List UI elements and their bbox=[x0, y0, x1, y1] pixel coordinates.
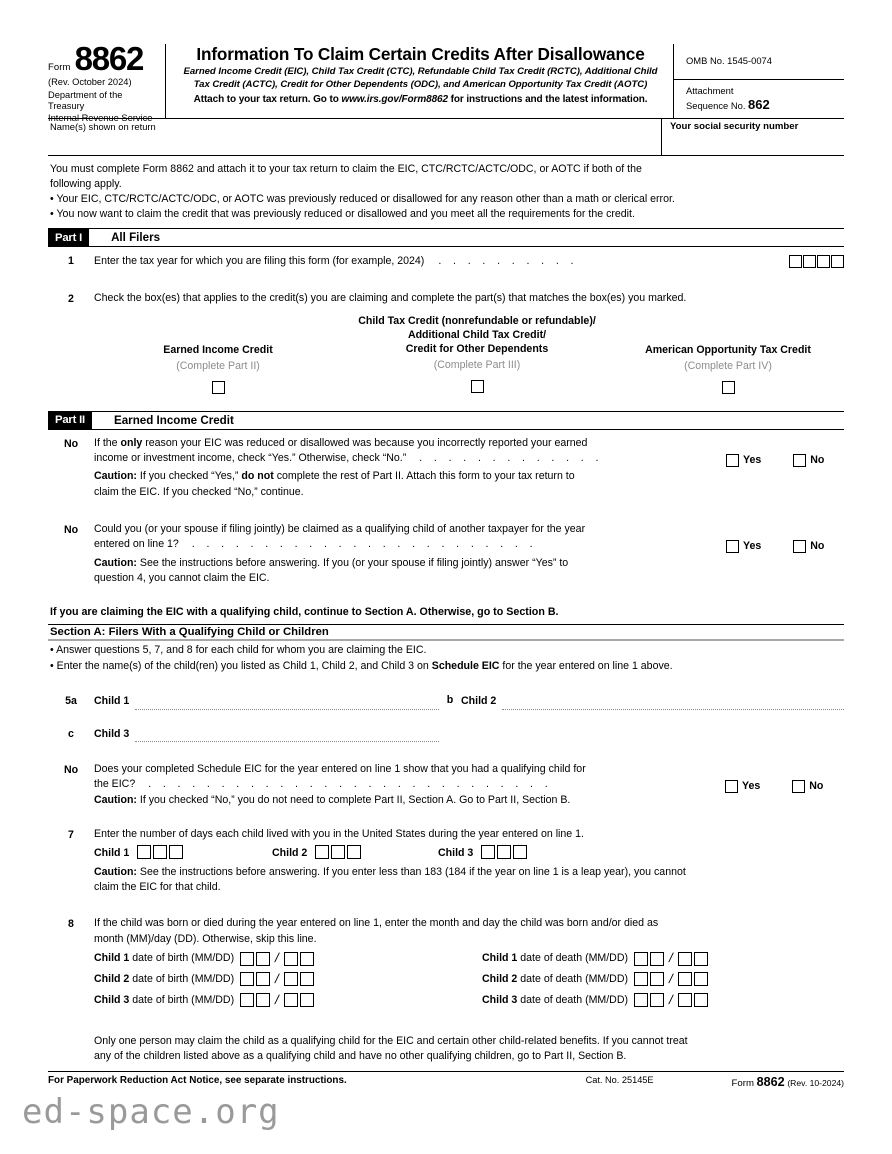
line-6-text-line-2 bbox=[94, 777, 722, 792]
line-7-child-2-boxes[interactable] bbox=[315, 845, 361, 859]
death-3-dd-2[interactable] bbox=[694, 993, 708, 1007]
line-5b-number: b bbox=[446, 694, 454, 707]
line-8-death-child-2-month[interactable] bbox=[634, 972, 664, 986]
checkbox-line-3-no[interactable] bbox=[793, 454, 806, 467]
line-4-no-label: No bbox=[810, 539, 825, 552]
credit-type-columns bbox=[94, 315, 844, 398]
paperwork-notice: For Paperwork Reduction Act Notice, see separate instructions. bbox=[48, 1075, 347, 1087]
line-3-row bbox=[48, 436, 844, 500]
credit-column-aotc-title: American Opportunity Tax Credit bbox=[645, 343, 811, 356]
form-title-block bbox=[166, 44, 674, 118]
attachment-seq-number: 862 bbox=[748, 96, 770, 112]
line-8-birth-child-1-day[interactable] bbox=[284, 952, 314, 966]
line-8-birth-child-1-label bbox=[94, 951, 234, 966]
section-a-bullet-2-c: for the year entered on line 1 above. bbox=[499, 660, 673, 673]
intro-line-1: You must complete Form 8862 and attach it to your tax return to claim the EIC, CTC/RCTC/ACTC/ODC, or AOTC if both of the bbox=[50, 163, 642, 175]
form-subtitle-line-2: Tax Credit (ACTC), Credit for Other Dependents (ODC), and American Opportunity Tax Credit (AOTC) bbox=[193, 78, 648, 90]
line-8-death-child-2-suffix: date of death (MM/DD) bbox=[517, 972, 629, 985]
line-3-leader: . . . . . . . . . . . . . bbox=[419, 451, 603, 464]
death-2-mm-1[interactable] bbox=[634, 972, 648, 986]
line-7-number: 7 bbox=[68, 828, 74, 841]
line-4-number: No bbox=[63, 523, 79, 536]
department-line-1: Department of the Treasury bbox=[48, 90, 123, 112]
section-a-bullet-2 bbox=[50, 659, 844, 675]
line-3-text-line2: income or investment income, check “Yes.” Otherwise, check “No.” bbox=[94, 451, 407, 464]
line-8-death-child-1-suffix: date of death (MM/DD) bbox=[517, 951, 629, 964]
birth-1-slash-icon: / bbox=[273, 950, 281, 966]
line-4-row bbox=[48, 522, 844, 586]
line-3-text-a: If the bbox=[94, 436, 121, 449]
line-7-child-1-group bbox=[94, 845, 272, 861]
line-8-death-child-2-name: Child 2 bbox=[482, 972, 518, 985]
line-3-number: No bbox=[63, 437, 79, 450]
line-8-death-child-1-label bbox=[482, 951, 628, 966]
child-1-days-box-3[interactable] bbox=[169, 845, 183, 859]
line-4-leader: . . . . . . . . . . . . . . . . . . . . . . . . bbox=[191, 538, 537, 551]
attachment-label-line-2 bbox=[686, 97, 844, 113]
death-1-dd-2[interactable] bbox=[694, 952, 708, 966]
birth-3-mm-1[interactable] bbox=[240, 993, 254, 1007]
birth-3-slash-icon: / bbox=[273, 991, 281, 1007]
line-6-number: No bbox=[63, 763, 79, 776]
ssn-field[interactable] bbox=[662, 119, 844, 155]
form-attach-instruction bbox=[174, 94, 667, 105]
ssn-field-label: Your social security number bbox=[670, 121, 799, 132]
death-1-mm-1[interactable] bbox=[634, 952, 648, 966]
death-1-dd-1[interactable] bbox=[678, 952, 692, 966]
line-7-caution-2: claim the EIC for that child. bbox=[94, 881, 221, 894]
line-3-caution-1 bbox=[94, 469, 722, 484]
line-8-death-child-3-day[interactable] bbox=[678, 993, 708, 1007]
form-revision: (Rev. October 2024) bbox=[48, 77, 132, 88]
line-8-birth-child-3-name: Child 3 bbox=[94, 993, 130, 1006]
line-8-dob-row-2 bbox=[94, 970, 844, 989]
credit-column-aotc-checkbox-wrap bbox=[612, 381, 844, 397]
line-3-text-emphasis: only bbox=[120, 436, 143, 449]
checkbox-line-4-no[interactable] bbox=[793, 540, 806, 553]
line-8-birth-child-2-suffix: date of birth (MM/DD) bbox=[129, 972, 235, 985]
name-field[interactable] bbox=[48, 119, 662, 155]
line-6-no-option[interactable] bbox=[792, 779, 823, 794]
line-6-text-line-1: Does your completed Schedule EIC for the year entered on line 1 show that you had a qualifying child for bbox=[94, 762, 586, 775]
name-field-label: Name(s) shown on return bbox=[50, 121, 156, 132]
child-3-name-field[interactable] bbox=[94, 726, 439, 742]
section-a-bullet-1: • Answer questions 5, 7, and 8 for each child for whom you are claiming the EIC. bbox=[50, 644, 427, 657]
form-department bbox=[48, 90, 159, 124]
line-8-death-child-2-label bbox=[482, 972, 628, 987]
line-7-child-2-group bbox=[272, 845, 438, 861]
line-6-text-line2: the EIC? bbox=[94, 778, 136, 791]
line-3-text-line-1 bbox=[94, 436, 722, 451]
line-6-yes-label: Yes bbox=[742, 779, 761, 792]
credit-column-ctc bbox=[342, 315, 612, 398]
line-7-child-2-label: Child 2 bbox=[272, 847, 308, 860]
credit-column-ctc-title-3: Credit for Other Dependents bbox=[405, 342, 549, 355]
line-8-birth-child-3 bbox=[94, 991, 482, 1010]
omb-number: OMB No. 1545-0074 bbox=[674, 44, 844, 80]
line-4-caution-2: question 4, you cannot claim the EIC. bbox=[94, 572, 270, 585]
form-omb-block bbox=[674, 44, 844, 118]
line-3-text-line-2 bbox=[94, 451, 722, 466]
line-1-leader: . . . . . . . . . . bbox=[438, 254, 578, 267]
line-5c-row bbox=[48, 726, 844, 742]
line-8-note-line-1: Only one person may claim the child as a qualifying child for the EIC and certain other child-related benefits. If you cannot treat bbox=[94, 1034, 688, 1047]
part-2-tag: Part II bbox=[48, 412, 92, 429]
birth-1-dd-1[interactable] bbox=[284, 952, 298, 966]
checkbox-earned-income-credit[interactable] bbox=[212, 381, 225, 394]
line-3-yes-label: Yes bbox=[743, 453, 762, 466]
line-1-body bbox=[94, 253, 844, 269]
death-3-mm-1[interactable] bbox=[634, 993, 648, 1007]
line-8-dob-row-1 bbox=[94, 949, 844, 968]
line-8-birth-child-2-label bbox=[94, 972, 234, 987]
line-3-caution-a: If you checked “Yes,” bbox=[136, 470, 242, 483]
line-8-body bbox=[94, 916, 844, 1064]
line-8-birth-child-3-month[interactable] bbox=[240, 993, 270, 1007]
line-2-text: Check the box(es) that applies to the credit(s) you are claiming and complete the part(s) that matches the box(es) you marked. bbox=[94, 292, 687, 305]
credit-column-ctc-title-2: Additional Child Tax Credit/ bbox=[407, 328, 547, 341]
line-8-death-child-3 bbox=[482, 991, 708, 1010]
child-1-label: Child 1 bbox=[94, 695, 130, 708]
checkbox-child-tax-credit[interactable] bbox=[471, 380, 484, 393]
line-8-dob-row-3 bbox=[94, 991, 844, 1010]
line-6-caution-text: If you checked “No,” you do not need to complete Part II, Section A. Go to Part II, Section B. bbox=[136, 793, 571, 806]
line-4-caution-line1: See the instructions before answering. If you (or your spouse if filing jointly) answer “Yes” to bbox=[136, 556, 569, 569]
intro-bullet-1: • Your EIC, CTC/RCTC/ACTC/ODC, or AOTC was previously reduced or disallowed for any reason other than a math or clerical error. bbox=[50, 193, 675, 206]
site-watermark: ed-space.org bbox=[22, 1092, 280, 1132]
death-2-slash-icon: / bbox=[667, 970, 675, 986]
form-subtitle bbox=[174, 66, 667, 91]
section-a-heading: Section A: Filers With a Qualifying Child or Children bbox=[48, 624, 844, 641]
line-6-leader: . . . . . . . . . . . . . . . . . . . . . . . . . . . . bbox=[148, 778, 553, 791]
line-4-caution-1 bbox=[94, 556, 722, 571]
line-8-death-child-1-name: Child 1 bbox=[482, 951, 518, 964]
line-3-no-label: No bbox=[810, 453, 825, 466]
form-header bbox=[48, 40, 844, 123]
line-7-caution-line1: See the instructions before answering. If you enter less than 183 (184 if the year on line 1 is a leap year), you cannot bbox=[136, 865, 686, 878]
line-4-caution-label: Caution: bbox=[94, 556, 137, 569]
line-4-text-line-1: Could you (or your spouse if filing jointly) be claimed as a qualifying child of another taxpayer for the year bbox=[94, 522, 586, 535]
child-3-name-input[interactable] bbox=[135, 730, 439, 742]
child-3-days-box-2[interactable] bbox=[497, 845, 511, 859]
credit-column-aotc bbox=[612, 315, 844, 398]
death-3-slash-icon: / bbox=[667, 991, 675, 1007]
part-1-title: All Filers bbox=[111, 231, 161, 245]
part-1-tag: Part I bbox=[48, 229, 89, 246]
line-4-no-option[interactable] bbox=[793, 539, 824, 554]
death-2-dd-1[interactable] bbox=[678, 972, 692, 986]
footer-form-word: Form bbox=[731, 1078, 754, 1090]
child-1-name-input[interactable] bbox=[135, 698, 439, 710]
form-word-label: Form bbox=[48, 62, 71, 73]
line-8-birth-child-3-label bbox=[94, 993, 234, 1008]
birth-2-dd-1[interactable] bbox=[284, 972, 298, 986]
checkbox-line-6-yes[interactable] bbox=[725, 780, 738, 793]
attachment-sequence bbox=[674, 80, 844, 118]
line-8-birth-child-2 bbox=[94, 970, 482, 989]
line-8-text-line-2: month (MM)/day (DD). Otherwise, skip this line. bbox=[94, 932, 317, 945]
form-sheet bbox=[48, 40, 844, 1090]
child-2-days-box-1[interactable] bbox=[315, 845, 329, 859]
year-digit-box-4[interactable] bbox=[831, 255, 844, 268]
line-2-body bbox=[94, 291, 844, 397]
line-8-death-child-1-month[interactable] bbox=[634, 952, 664, 966]
line-2-row bbox=[48, 291, 844, 397]
child-3-days-box-3[interactable] bbox=[513, 845, 527, 859]
death-1-slash-icon: / bbox=[667, 950, 675, 966]
line-7-row bbox=[48, 827, 844, 895]
line-2-number: 2 bbox=[68, 293, 74, 306]
credit-column-eic-title: Earned Income Credit bbox=[163, 343, 273, 356]
line-8-note-line-2: any of the children listed above as a qualifying child and have no other qualifying children, go to Part II, Section B. bbox=[94, 1050, 627, 1063]
line-7-days-row bbox=[94, 845, 844, 861]
line-6-caution-label: Caution: bbox=[94, 793, 137, 806]
line-1-text: Enter the tax year for which you are filing this form (for example, 2024) bbox=[94, 254, 425, 267]
line-3-text-c: reason your EIC was reduced or disallowed was because you incorrectly reported your earned bbox=[142, 436, 588, 449]
child-2-days-box-2[interactable] bbox=[331, 845, 345, 859]
line-5a-row bbox=[48, 693, 844, 709]
birth-1-dd-2[interactable] bbox=[300, 952, 314, 966]
birth-2-slash-icon: / bbox=[273, 970, 281, 986]
year-digit-box-2[interactable] bbox=[803, 255, 816, 268]
form-subtitle-line-1: Earned Income Credit (EIC), Child Tax Credit (CTC), Refundable Child Tax Credit (RCTC), Additional Child bbox=[183, 66, 658, 78]
line-1-year-boxes[interactable] bbox=[789, 255, 844, 268]
form-number: 8862 bbox=[74, 40, 144, 77]
form-identity-block bbox=[48, 40, 166, 123]
child-1-name-field[interactable] bbox=[94, 693, 439, 709]
child-1-days-box-2[interactable] bbox=[153, 845, 167, 859]
line-8-birth-child-1-suffix: date of birth (MM/DD) bbox=[129, 951, 235, 964]
line-3-no-option[interactable] bbox=[793, 453, 824, 468]
line-3-yes-option[interactable] bbox=[726, 453, 761, 468]
attach-suffix: for instructions and the latest information. bbox=[447, 93, 648, 105]
intro-bullet-2: • You now want to claim the credit that was previously reduced or disallowed and you meet all the requirements for the credit. bbox=[50, 208, 635, 221]
line-4-text-line2: entered on line 1? bbox=[94, 538, 179, 551]
line-3-caution-c: complete the rest of Part II. Attach this form to your tax return to bbox=[273, 470, 575, 483]
line-7-caution-1 bbox=[94, 865, 844, 880]
line-3-caution-label: Caution: bbox=[94, 470, 137, 483]
death-3-dd-1[interactable] bbox=[678, 993, 692, 1007]
birth-2-mm-1[interactable] bbox=[240, 972, 254, 986]
line-8-death-child-1 bbox=[482, 949, 708, 968]
child-3-days-box-1[interactable] bbox=[481, 845, 495, 859]
irs-url[interactable]: www.irs.gov/Form8862 bbox=[341, 93, 448, 105]
credit-column-ctc-sub: (Complete Part III) bbox=[433, 358, 521, 371]
footer-form-number: 8862 bbox=[756, 1075, 785, 1090]
line-4-yes-label: Yes bbox=[743, 539, 762, 552]
line-8-death-child-3-name: Child 3 bbox=[482, 993, 518, 1006]
footer-form-identity bbox=[732, 1075, 844, 1089]
line-7-child-1-label: Child 1 bbox=[94, 847, 130, 860]
line-8-number: 8 bbox=[68, 918, 74, 931]
line-7-child-3-label: Child 3 bbox=[438, 847, 474, 860]
part-2-header bbox=[48, 411, 844, 430]
form-footer bbox=[48, 1071, 844, 1089]
child-3-label: Child 3 bbox=[94, 727, 130, 740]
line-1-row bbox=[48, 253, 844, 269]
line-7-child-3-group bbox=[438, 845, 527, 861]
attach-prefix: Attach to your tax return. Go to bbox=[193, 93, 342, 105]
line-8-birth-child-2-day[interactable] bbox=[284, 972, 314, 986]
checkbox-american-opportunity-tax-credit[interactable] bbox=[722, 381, 735, 394]
line-7-text: Enter the number of days each child lived with you in the United States during the year entered on line 1. bbox=[94, 827, 584, 840]
child-2-label: Child 2 bbox=[461, 695, 497, 708]
footer-form-revision: (Rev. 10-2024) bbox=[787, 1078, 844, 1089]
section-a-bullet-2-a: • Enter the name(s) of the child(ren) you listed as Child 1, Child 2, and Child 3 on bbox=[50, 660, 432, 673]
line-8-birth-child-3-suffix: date of birth (MM/DD) bbox=[129, 993, 235, 1006]
credit-column-eic-sub: (Complete Part II) bbox=[176, 359, 260, 372]
part-2-transition-text: If you are claiming the EIC with a qualifying child, continue to Section A. Otherwise, go to Section B. bbox=[50, 606, 559, 619]
line-6-yes-option[interactable] bbox=[725, 779, 760, 794]
credit-column-ctc-checkbox-wrap bbox=[342, 380, 612, 396]
attachment-label-line-1: Attachment bbox=[686, 85, 734, 96]
form-number-line bbox=[48, 40, 159, 77]
death-2-dd-2[interactable] bbox=[694, 972, 708, 986]
line-8-death-child-3-label bbox=[482, 993, 628, 1008]
child-1-days-box-1[interactable] bbox=[137, 845, 151, 859]
line-8-birth-child-2-name: Child 2 bbox=[94, 972, 130, 985]
line-5-body bbox=[94, 693, 844, 709]
line-7-body bbox=[94, 827, 844, 895]
line-8-birth-child-1-name: Child 1 bbox=[94, 951, 130, 964]
year-digit-box-1[interactable] bbox=[789, 255, 802, 268]
catalog-number: Cat. No. 25145E bbox=[585, 1075, 654, 1086]
intro-line-2: following apply. bbox=[50, 178, 122, 191]
line-5c-number: c bbox=[68, 727, 74, 740]
checkbox-line-6-no[interactable] bbox=[792, 780, 805, 793]
line-8-death-child-3-suffix: date of death (MM/DD) bbox=[517, 993, 629, 1006]
line-8-birth-child-1-month[interactable] bbox=[240, 952, 270, 966]
line-8-death-child-1-day[interactable] bbox=[678, 952, 708, 966]
part-1-header bbox=[48, 228, 844, 247]
line-1-number: 1 bbox=[68, 255, 74, 268]
child-2-name-input[interactable] bbox=[502, 698, 844, 710]
line-6-yesno-group bbox=[725, 779, 823, 794]
line-6-caution bbox=[94, 793, 722, 808]
line-8-death-child-3-month[interactable] bbox=[634, 993, 664, 1007]
year-digit-box-3[interactable] bbox=[817, 255, 830, 268]
line-8-row bbox=[48, 916, 844, 1064]
section-a-bullet-2-emphasis: Schedule EIC bbox=[431, 660, 500, 673]
line-8-text-line-1: If the child was born or died during the year entered on line 1, enter the month and day the child was born and/or died as bbox=[94, 917, 659, 930]
birth-3-dd-1[interactable] bbox=[284, 993, 298, 1007]
line-8-death-child-2 bbox=[482, 970, 708, 989]
line-7-child-3-boxes[interactable] bbox=[481, 845, 527, 859]
line-8-birth-child-2-month[interactable] bbox=[240, 972, 270, 986]
line-4-yes-option[interactable] bbox=[726, 539, 761, 554]
line-5c-body bbox=[94, 726, 844, 742]
line-8-birth-child-1 bbox=[94, 949, 482, 968]
birth-1-mm-1[interactable] bbox=[240, 952, 254, 966]
child-2-name-field[interactable] bbox=[461, 693, 844, 709]
credit-column-ctc-title-1: Child Tax Credit (nonrefundable or refundable)/ bbox=[358, 314, 596, 327]
birth-2-dd-2[interactable] bbox=[300, 972, 314, 986]
form-title: Information To Claim Certain Credits After Disallowance bbox=[196, 44, 645, 64]
intro-block bbox=[48, 156, 844, 222]
credit-column-eic-checkbox-wrap bbox=[94, 381, 342, 397]
taxpayer-identification-row bbox=[48, 119, 844, 156]
line-4-yesno-group bbox=[726, 539, 824, 554]
birth-3-dd-2[interactable] bbox=[300, 993, 314, 1007]
line-7-caution-label: Caution: bbox=[94, 865, 137, 878]
checkbox-line-4-yes[interactable] bbox=[726, 540, 739, 553]
child-2-days-box-3[interactable] bbox=[347, 845, 361, 859]
line-3-caution-emphasis: do not bbox=[241, 470, 274, 483]
line-3-yesno-group bbox=[726, 453, 824, 468]
line-4-text-line-2 bbox=[94, 537, 722, 552]
line-5a-number: 5a bbox=[65, 695, 77, 708]
credit-column-aotc-sub: (Complete Part IV) bbox=[684, 359, 772, 372]
attachment-seq-text: Sequence No. bbox=[686, 99, 749, 111]
line-6-row bbox=[48, 762, 844, 808]
checkbox-line-3-yes[interactable] bbox=[726, 454, 739, 467]
line-7-child-1-boxes[interactable] bbox=[137, 845, 183, 859]
line-3-caution-2: claim the EIC. If you checked “No,” continue. bbox=[94, 485, 304, 498]
line-8-birth-child-3-day[interactable] bbox=[284, 993, 314, 1007]
line-6-no-label: No bbox=[809, 779, 824, 792]
department-line-2: Internal Revenue Service bbox=[48, 112, 153, 123]
part-2-title: Earned Income Credit bbox=[114, 413, 234, 427]
section-a-bullets bbox=[48, 643, 844, 675]
credit-column-eic bbox=[94, 315, 342, 398]
line-8-death-child-2-day[interactable] bbox=[678, 972, 708, 986]
